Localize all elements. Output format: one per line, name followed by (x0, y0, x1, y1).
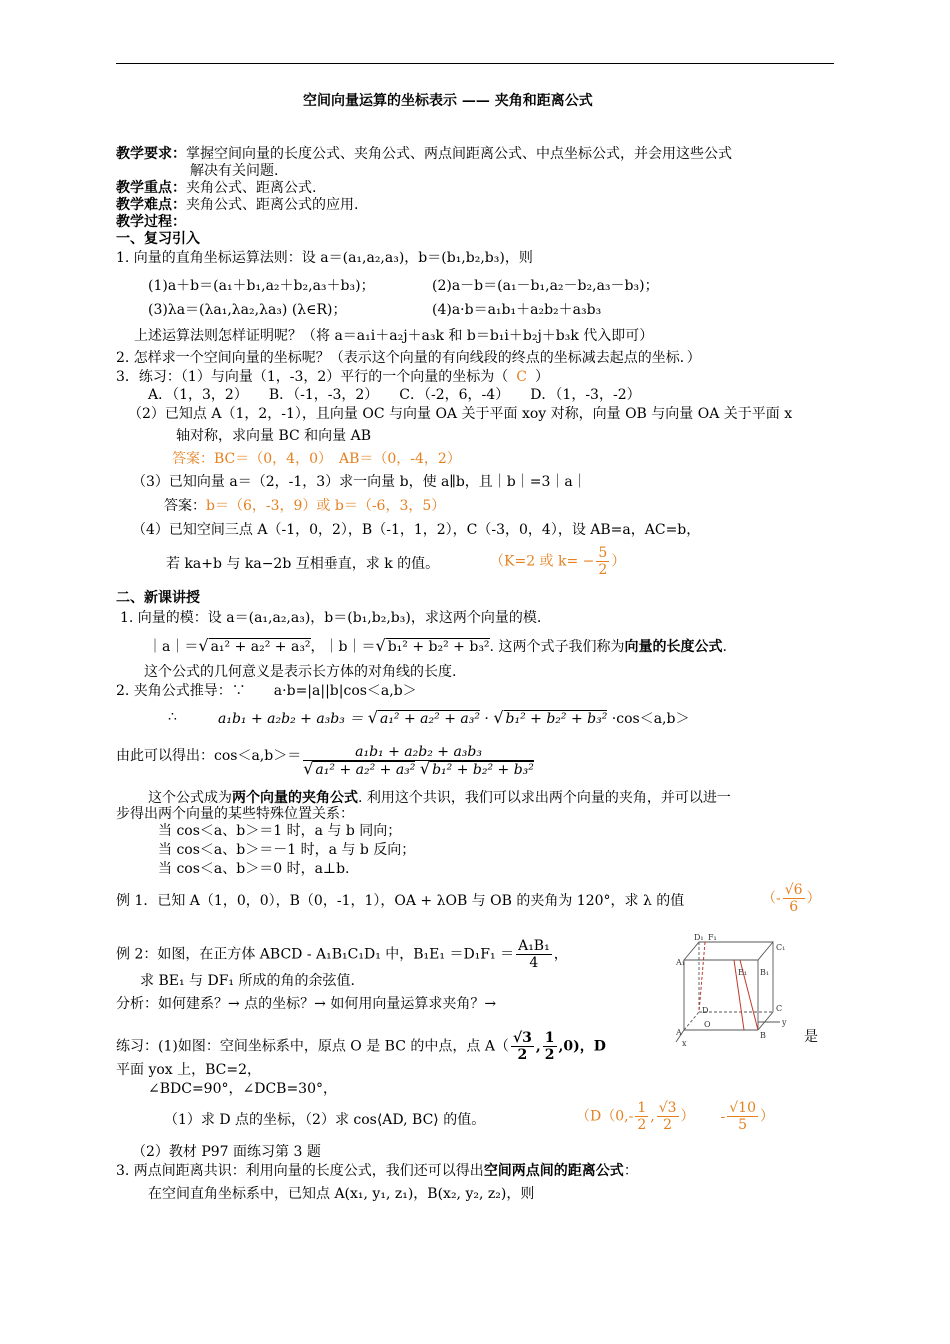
modulus-intro: 1. 向量的模：设 a＝(a₁,a₂,a₃)，b＝(b₁,b₂,b₃)，求这两个向量的模. (120, 610, 542, 626)
page-title: 空间向量运算的坐标表示 —— 夹角和距离公式 (303, 93, 593, 109)
angle-note-2: 步得出两个向量的某些特殊位置关系： (116, 806, 354, 822)
practice-1-end: 是 (804, 1029, 818, 1045)
modulus-meaning: 这个公式的几何意义是表示长方体的对角线的长度. (144, 664, 457, 680)
practice-1: 练习：(1)如图：空间坐标系中，原点 O 是 BC 的中点，点 A（ $\frac{√3}{2}$ , $\frac{1}{2}$ ,0)，D (116, 1030, 606, 1063)
modulus-formula: ｜a｜＝√ a₁² + a₂² + a₃²，｜b｜＝√ b₁² + b₂² + b₃². 这两个式子我们称为向量的长度公式. (148, 636, 727, 655)
cube-label-C1: C₁ (776, 943, 786, 952)
cube-label-B: B (760, 1031, 766, 1040)
exercise-2: （2）已知点 A（1，2，-1），且向量 OC 与向量 OA 关于平面 xoy 对称，向量 OB 与向量 OA 关于平面 x (128, 406, 793, 422)
rule-add: (1)a＋b＝(a₁＋b₁,a₂＋b₂,a₃＋b₃)； (148, 278, 375, 294)
example-1-answer: （- $\frac{√6}{6}$ ） (762, 882, 821, 915)
exercise-4-answer: （K=2 或 k= − $\frac{5}{2}$ ） (490, 545, 626, 578)
exercise-4: （4）已知空间三点 A（-1，0，2），B（-1，1，2），C（-3，0，4），设 AB=a，AC=b， (132, 522, 701, 538)
case-same: 当 cos＜a、b＞＝1 时，a 与 b 同向； (158, 823, 402, 839)
cube-label-E1: E₁ (738, 968, 748, 977)
exercise-1: 3．练习：（1）与向量（1，-3，2）平行的一个向量的坐标为（ C ） (116, 369, 549, 385)
rule-sub: (2)a－b＝(a₁－b₁,a₂－b₂,a₃－b₃)； (432, 278, 659, 294)
key-line: 教学重点：夹角公式、距离公式. (116, 180, 317, 196)
cube-label-O: O (704, 1020, 711, 1029)
rule-intro: 1. 向量的直角坐标运算法则：设 a＝(a₁,a₂,a₃)，b＝(b₁,b₂,b₃)，则 (116, 250, 533, 266)
example-2-b: 求 BE₁ 与 DF₁ 所成的角的余弦值. (140, 973, 355, 989)
case-opposite: 当 cos＜a、b＞＝－1 时，a 与 b 反向； (158, 842, 416, 858)
req-line: 教学要求：掌握空间向量的长度公式、夹角公式、两点间距离公式、中点坐标公式，并会用这些公式 (116, 146, 732, 162)
exercise-1-options: A．（1，3，2） B．（-1，-3，2） C．（-2，6，-4） D．（1，-3，-2） (148, 387, 641, 403)
example-1: 例 1．已知 A（1，0，0），B（0，-1，1），OA + λOB 与 OB 的夹角为 120°，求 λ 的值 (116, 893, 685, 909)
cube-label-D: D (702, 1006, 709, 1015)
practice-2: （2）教材 P97 面练习第 3 题 (132, 1144, 321, 1160)
rule-proof: 上述运算法则怎样证明呢？（将 a＝a₁i＋a₂j＋a₃k 和 b＝b₁i＋b₂j＋b₃k 代入即可） (134, 328, 654, 344)
distance-setup: 在空间直角坐标系中，已知点 A(x₁, y₁, z₁)，B(x₂, y₂, z₂)，则 (148, 1186, 535, 1202)
exercise-3-answer: 答案：b＝（6，-3，9）或 b＝（-6，3，5） (164, 498, 446, 514)
req-line-2: 解决有关问题. (190, 163, 279, 179)
rule-scale: (3)λa＝(λa₁,λa₂,λa₃) (λ∈R)； (148, 302, 347, 318)
example-2: 例 2：如图，在正方体 ABCD - A₁B₁C₁D₁ 中，B₁E₁ ＝D₁F₁ ＝ $\frac{\text{A₁B₁}}{4}$ ， (116, 938, 568, 971)
example-2-analysis: 分析：如何建系？→ 点的坐标？→ 如何用向量运算求夹角？→ (116, 996, 497, 1012)
cube-label-D1: D₁ (694, 933, 704, 942)
exercise-4-b: 若 ka+b 与 ka−2b 互相垂直，求 k 的值。 (166, 556, 440, 572)
exercise-2-answer: 答案：BC＝（0，4，0） AB＝（0，-4，2） (172, 451, 461, 467)
angle-therefore: ∴ (168, 709, 177, 725)
practice-answer: （D（0,- $\frac{1}{2}$ , $\frac{√3}{2}$ ） - $\frac{√10}{5}$ ） (576, 1100, 774, 1133)
section-2-heading: 二、新课讲授 (116, 590, 200, 606)
angle-formula: 由此可以得出：cos＜a,b＞＝ $\frac{\text{a₁b₁ + a₂b₂ + a₃b₃}}{\text{√ a₁² + a₂² + a₃² √ b₁² + b₂² + b₃²}}$ (116, 744, 534, 778)
practice-plane: 平面 yox 上，BC=2， (116, 1062, 262, 1078)
practice-question: （1）求 D 点的坐标，（2）求 cos⟨AD, BC⟩ 的值。 (164, 1112, 486, 1128)
angle-derivation-eq: a₁b₁ + a₂b₂ + a₃b₃ ＝ √ a₁² + a₂² + a₃² · √ b₁² + b₂² + b₃² ·cos＜a,b＞ (218, 708, 690, 727)
exercise-3: （3）已知向量 a＝（2，-1，3）求一向量 b，使 a∥b，且｜b｜=3｜a｜ (132, 474, 587, 490)
cube-label-A: A (676, 1028, 682, 1037)
process-label: 教学过程： (116, 214, 186, 230)
diff-line: 教学难点：夹角公式、距离公式的应用. (116, 197, 359, 213)
section-1-heading: 一、复习引入 (116, 231, 200, 247)
exercise-2-b: 轴对称，求向量 BC 和向量 AB (176, 428, 372, 444)
rule-dot: (4)a·b＝a₁b₁＋a₂b₂＋a₃b₃ (432, 302, 602, 318)
cube-label-x: x (682, 1039, 687, 1048)
coord-question: 2. 怎样求一个空间向量的坐标呢？（表示这个向量的有向线段的终点的坐标减去起点的坐标．） (116, 350, 701, 366)
angle-formula-note: 这个公式成为两个向量的夹角公式. 利用这个共识，我们可以求出两个向量的夹角，并可以进一 (148, 790, 731, 806)
cube-label-B1: B₁ (760, 968, 770, 977)
cube-label-A1: A₁ (676, 958, 685, 967)
cube-label-C: C (776, 1004, 783, 1013)
practice-angles: ∠BDC=90°，∠DCB=30°， (148, 1081, 337, 1097)
cube-label-F1: F₁ (708, 933, 717, 942)
distance-intro: 3. 两点间距离共识：利用向量的长度公式，我们还可以得出空间两点间的距离公式： (116, 1163, 638, 1179)
case-perp: 当 cos＜a、b＞＝0 时，a⊥b. (158, 861, 350, 877)
exercise-1-answer: C (516, 369, 527, 385)
cube-label-y: y (782, 1018, 787, 1027)
angle-derivation: 2. 夹角公式推导：∵ a·b=|a||b|cos＜a,b＞ (116, 683, 417, 699)
top-rule (116, 63, 834, 64)
